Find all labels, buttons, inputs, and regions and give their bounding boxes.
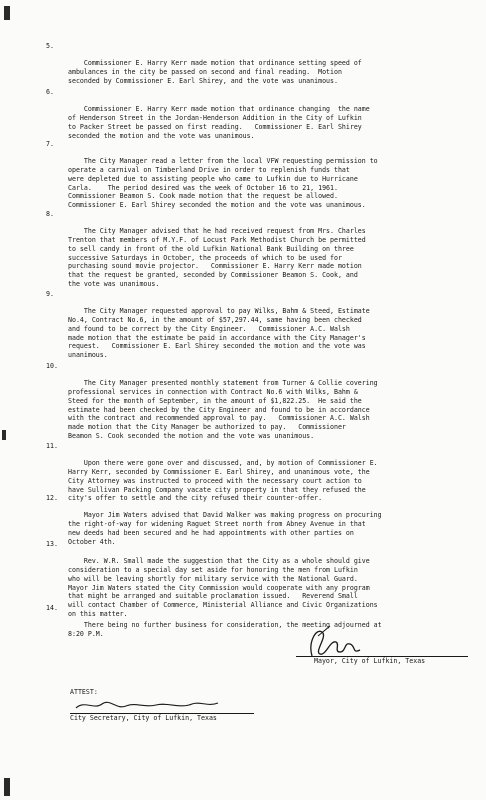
item-text: The City Manager requested approval to pay Wilks, Bahm & Steed, Estimate No.4, Contract No.6, in the amount of $57,297.44, same having been checked and found to be correct by the City Engineer. Commissioner A.C. Walsh made motion that the estimate be paid in accordance with the City Manager's request. Commissioner E. Earl Shirey seconded the motion and the vote was unanimous.	[68, 307, 370, 359]
minutes-item	[46, 42, 460, 94]
attest-label: ATTEST:	[70, 688, 98, 696]
item-number: 5.	[46, 42, 54, 50]
item-text: Upon there were gone over and discussed, and, by motion of Commissioner E. Harry Kerr, seconded by Commissioner E. Earl Shirey, and unanimous vote, the City Attorney was instructed to proceed with the necessary court action to have Sullivan Packing Company vacate city property in that they refused the city's offer to settle and the city refused their counter-offer.	[68, 459, 378, 503]
margin-mark	[4, 778, 10, 796]
item-number: 7.	[46, 140, 54, 148]
item-number: 14.	[46, 604, 58, 612]
item-text: The City Manager read a letter from the local VFW requesting permission to operate a carnival on Timberland Drive in order to replenish funds that were depleted due to assisting people who came to Lufkin due to Hurricane Carla. The period desired was the week of October 16 to 21, 1961. Commissioner Beamon S. Cook made motion that the request be allowed. Commissioner E. Earl Shirey seconded the motion and the vote was unanimous.	[68, 157, 378, 209]
minutes-item	[46, 210, 460, 297]
item-text: The City Manager advised that he had received request from Mrs. Charles Trenton that members of M.Y.F. of Locust Park Methodist Church be permitted to sell candy in front of the old Lufkin National Bank Building on three successive Saturdays in October, the proceeds of which to be used for purchasing sound movie projector. Commissioner E. Harry Kerr made motion that the request be granted, seconded by Commissioner Beamon S. Cook, and the vote was unanimous.	[68, 227, 366, 288]
minutes-item	[46, 140, 460, 218]
minutes-item	[46, 604, 460, 648]
item-text: Rev. W.R. Small made the suggestion that the City as a whole should give consideration to a special day set aside for honoring the men from Lufkin who will be leaving shortly for military service with the National Guard. Mayor Jim Waters stated the City Commission would cooperate with any program that might be arranged and suitable proclamation issued. Reverend Small will contact Chamber of Commerce, Ministerial Alliance and Civic Organizations on this matter.	[68, 557, 378, 618]
secretary-title: City Secretary, City of Lufkin, Texas	[70, 714, 217, 722]
item-number: 9.	[46, 290, 54, 298]
item-number: 8.	[46, 210, 54, 218]
item-text: There being no further business for consideration, the meeting adjourned at 8:20 P.M.	[68, 621, 382, 639]
margin-mark	[4, 6, 10, 20]
item-text: Commissioner E. Harry Kerr made motion that ordinance changing the name of Henderson Street in the Jordan-Henderson Addition in the City of Lufkin to Packer Street be passed on first reading. Commissioner E. Earl Shirey seconded the motion and the vote was unanimous.	[68, 105, 370, 140]
item-number: 13.	[46, 540, 58, 548]
city-secretary-signature	[72, 696, 222, 714]
item-number: 6.	[46, 88, 54, 96]
item-number: 11.	[46, 442, 58, 450]
mayor-title: Mayor, City of Lufkin, Texas	[314, 657, 426, 665]
item-text: Commissioner E. Harry Kerr made motion that ordinance setting speed of ambulances in the city be passed on second and final reading. Motion seconded by Commissioner E. Earl Shirey, and the vote was unanimous.	[68, 59, 362, 85]
item-text: The City Manager presented monthly statement from Turner & Collie covering professional services in connection with Contract No.6 with Wilks, Bahm & Steed for the month of September, in the amount of $1,822.25. He said the estimate had been checked by the City Engineer and found to be in accordance with the contract and recommended approval to pay. Commissioner A.C. Walsh made motion that the City Manager be authorized to pay. Commissioner Beamon S. Cook seconded the motion and the vote was unanimous.	[68, 379, 378, 440]
item-number: 10.	[46, 362, 58, 370]
item-text: Mayor Jim Waters advised that David Walker was making progress on procuring the right-of-way for widening Raguet Street north from Abney Avenue in that new deeds had been secured and he had appointments with other parties on October 4th.	[68, 511, 382, 546]
item-number: 12.	[46, 494, 58, 502]
margin-mark	[2, 430, 6, 440]
